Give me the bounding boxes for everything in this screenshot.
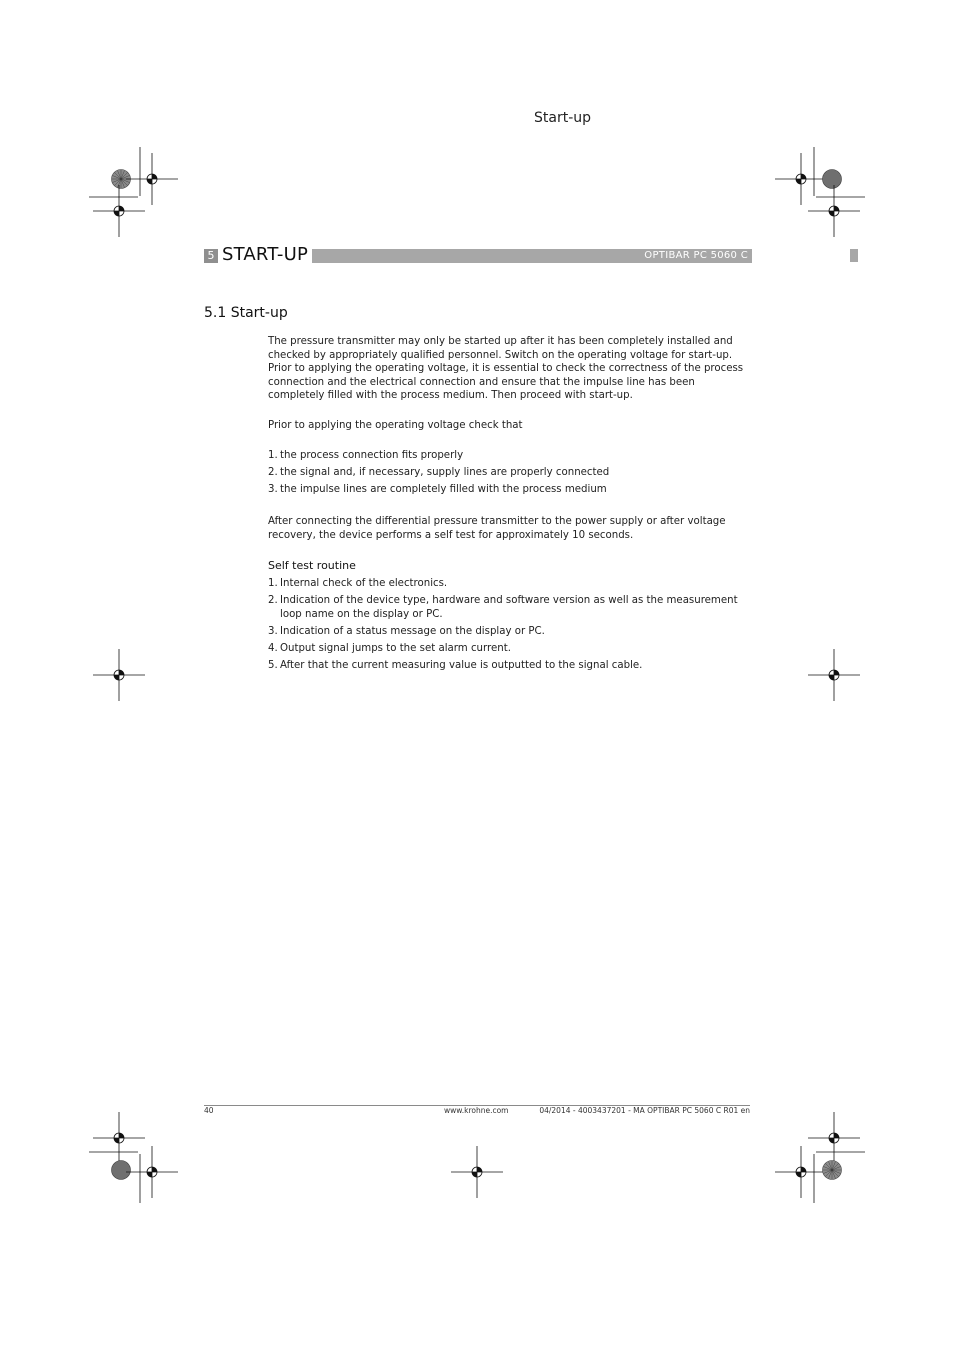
list-item [268,642,754,656]
list-item [268,483,754,497]
self-test-heading: Self test routine [268,559,356,572]
list-number: 3. [268,483,278,495]
list-item [268,449,754,463]
list-text: Indication of the device type, hardware and software version as well as the measurement loop name on the display or PC. [280,594,738,620]
section-title: 5.1 Start-up [204,305,288,321]
chapter-title: START-UP [222,244,309,265]
list-item [268,625,754,639]
intro-paragraph: The pressure transmitter may only be started up after it has been completely installed and checked by appropriately qualified personnel. Switch on the operating voltage for start-up. Prior to applying the operating voltage, it is essential to check the correctness of the process connection and the electrical connection and ensure that the impulse line has been completely filled with the process medium. Then proceed with start-up. [268,336,744,402]
list-text: After that the current measuring value is outputted to the signal cable. [280,659,643,671]
chapter-tab-marker [850,249,858,262]
page-number: 40 [204,1106,214,1115]
list-number: 1. [268,450,278,461]
list-item [268,466,754,480]
list-item [268,594,754,621]
list-text: Internal check of the electronics. [280,578,448,589]
list-text: Output signal jumps to the set alarm current. [280,642,511,654]
list-text: the process connection fits properly [280,450,464,461]
list-item [268,659,754,673]
list-number: 1. [268,578,278,589]
list-number: 2. [268,466,278,478]
list-number: 5. [268,659,278,671]
self-test-intro: After connecting the differential pressure transmitter to the power supply or after voltage recovery, the device performs a self test for approximately 10 seconds. [268,516,726,541]
check-lead: Prior to applying the operating voltage check that [268,420,523,431]
list-text: the impulse lines are completely filled with the process medium [280,483,607,495]
footer-doc-ref: 04/2014 - 4003437201 - MA OPTIBAR PC 5060 C R01 en [539,1106,750,1115]
product-name: OPTIBAR PC 5060 C [644,250,748,261]
list-number: 2. [268,594,278,606]
running-header: Start-up [534,110,592,126]
list-text: Indication of a status message on the display or PC. [280,625,545,637]
list-number: 4. [268,642,278,654]
self-test-list [268,577,754,672]
list-number: 3. [268,625,278,637]
chapter-number: 5 [204,249,218,263]
check-list [268,449,754,497]
list-text: the signal and, if necessary, supply lines are properly connected [280,466,610,478]
footer-website[interactable]: www.krohne.com [444,1106,509,1115]
list-item [268,577,754,591]
